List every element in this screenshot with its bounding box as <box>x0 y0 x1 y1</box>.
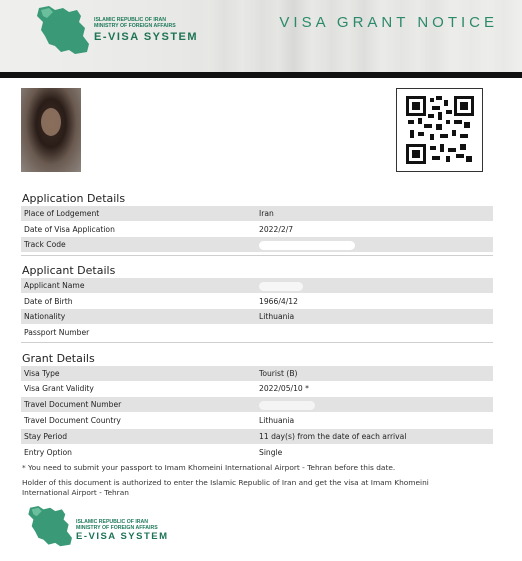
qr-code-icon <box>406 96 474 164</box>
field-value: Tourist (B) <box>259 369 298 378</box>
table-row <box>21 278 493 293</box>
redacted-value <box>259 401 315 410</box>
table-row <box>21 429 493 444</box>
page-title: VISA GRANT NOTICE <box>279 14 498 31</box>
field-value: 2022/2/7 <box>259 225 294 234</box>
iran-map-logo-icon <box>25 504 77 550</box>
redacted-value <box>259 329 299 338</box>
field-value: Lithuania <box>259 416 295 425</box>
table-row <box>21 206 493 221</box>
section-title-applicant: Applicant Details <box>22 264 116 277</box>
table-row <box>21 381 493 396</box>
redacted-value <box>259 282 303 291</box>
footer-logo-line-1: ISLAMIC REPUBLIC OF IRAN <box>76 519 149 525</box>
table-row <box>21 309 493 324</box>
table-row <box>21 325 493 340</box>
table-row <box>21 237 493 252</box>
field-label: Applicant Name <box>24 281 85 290</box>
table-row <box>21 397 493 412</box>
field-value: 1966/4/12 <box>259 297 298 306</box>
section-title-application: Application Details <box>22 192 126 205</box>
field-value: Lithuania <box>259 312 295 321</box>
iran-map-logo-icon <box>33 4 95 58</box>
section-divider <box>21 342 493 343</box>
logo-line-1: ISLAMIC REPUBLIC OF IRAN <box>94 17 167 23</box>
logo-main-text: E-VISA SYSTEM <box>94 31 199 43</box>
field-label: Visa Grant Validity <box>24 384 94 393</box>
field-label: Passport Number <box>24 328 90 337</box>
field-label: Travel Document Country <box>24 416 121 425</box>
field-label: Place of Lodgement <box>24 209 100 218</box>
table-row <box>21 294 493 309</box>
header-banner <box>0 0 522 72</box>
applicant-photo <box>21 88 81 172</box>
field-label: Date of Visa Application <box>24 225 115 234</box>
footer-logo-main: E-VISA SYSTEM <box>76 531 169 542</box>
field-value: 11 day(s) from the date of each arrival <box>259 432 407 441</box>
field-label: Entry Option <box>24 448 72 457</box>
table-row <box>21 222 493 237</box>
section-title-grant: Grant Details <box>22 352 95 365</box>
table-row <box>21 366 493 381</box>
holder-authorization-note: Holder of this document is authorized to enter the Islamic Republic of Iran and get the visa at Imam Khomeini International Airport - Tehran <box>22 478 429 497</box>
footer-logo <box>25 504 205 556</box>
field-label: Date of Birth <box>24 297 73 306</box>
table-row <box>21 445 493 460</box>
passport-submission-note: * You need to submit your passport to Imam Khomeini International Airport - Tehran before this date. <box>22 463 396 472</box>
footer-logo-line-2: MINISTRY OF FOREIGN AFFAIRS <box>76 525 158 531</box>
section-divider <box>21 255 493 256</box>
field-value: Iran <box>259 209 274 218</box>
field-value: 2022/05/10 * <box>259 384 309 393</box>
header-divider <box>0 72 522 78</box>
field-label: Visa Type <box>24 369 60 378</box>
redacted-value <box>259 241 355 250</box>
field-label: Nationality <box>24 312 66 321</box>
field-value: Single <box>259 448 283 457</box>
qr-code <box>396 88 483 172</box>
field-label: Track Code <box>24 240 66 249</box>
field-label: Stay Period <box>24 432 68 441</box>
logo-line-2: MINISTRY OF FOREIGN AFFAIRS <box>94 23 176 29</box>
table-row <box>21 413 493 428</box>
field-label: Travel Document Number <box>24 400 122 409</box>
